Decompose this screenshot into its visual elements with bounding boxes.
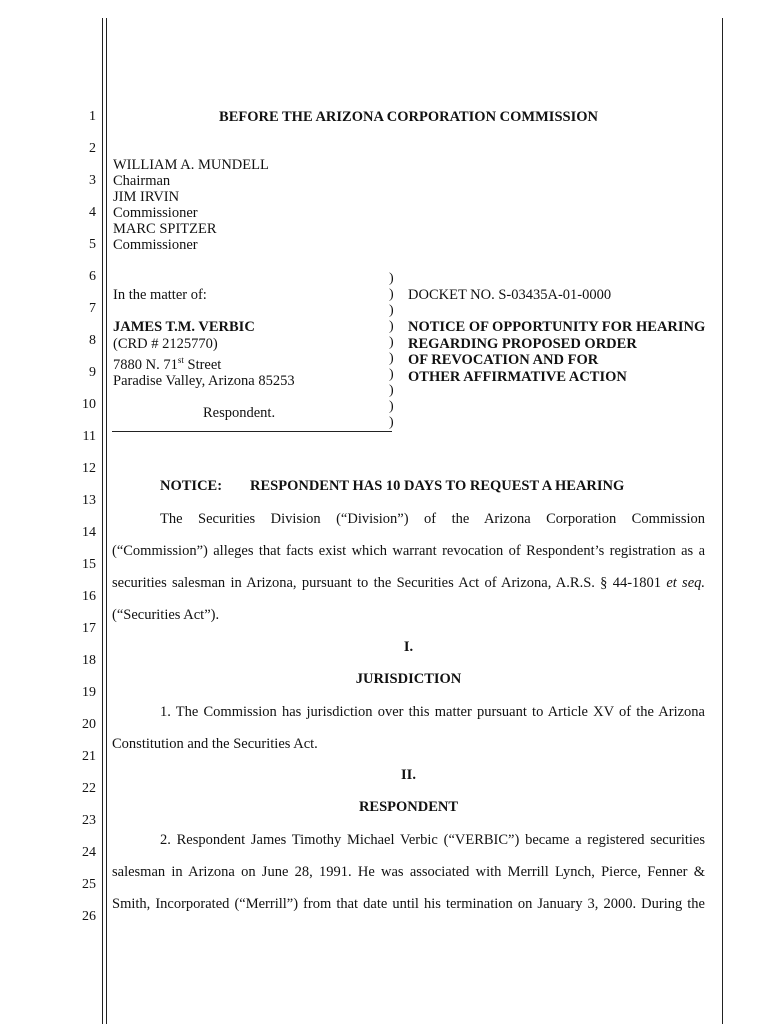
line-number: 7	[89, 301, 96, 316]
respondent-city: Paradise Valley, Arizona 85253	[113, 373, 295, 390]
line-number: 17	[82, 621, 96, 636]
commissioner-name: MARC SPITZER	[113, 221, 217, 237]
line-number: 20	[82, 717, 96, 732]
section-2-para-line-2: salesman in Arizona on June 28, 1991. He was associated with Merrill Lynch, Pierce, Fenner &	[112, 864, 705, 880]
commissioner-name: WILLIAM A. MUNDELL	[113, 157, 269, 173]
page-heading: BEFORE THE ARIZONA CORPORATION COMMISSION	[219, 109, 598, 125]
commissioner-title: Commissioner	[113, 205, 198, 221]
line-number: 24	[82, 845, 96, 860]
line-number: 8	[89, 333, 96, 348]
notice-title-block	[408, 319, 705, 385]
notice-title-line: NOTICE OF OPPORTUNITY FOR HEARING	[408, 319, 706, 335]
notice-label: NOTICE:	[160, 478, 223, 494]
line-number: 1	[89, 109, 96, 124]
respondent-address-block	[113, 319, 295, 390]
section-2-para-line-3: Smith, Incorporated (“Merrill”) from that date until his termination on January 3, 2000. During the	[112, 896, 705, 912]
respondent-crd: (CRD # 2125770)	[113, 335, 218, 352]
commissioners-block	[113, 157, 269, 253]
section-1-para-line-2: Constitution and the Securities Act.	[112, 736, 318, 752]
caption-parentheses: ) ) ) ) ) ) ) ) ) )	[389, 271, 394, 430]
respondent-label: Respondent.	[203, 405, 276, 421]
line-number: 9	[89, 365, 96, 380]
left-margin-rule-outer	[102, 18, 103, 1024]
line-number: 5	[89, 237, 96, 252]
line-number: 4	[89, 205, 96, 220]
line-number: 13	[82, 493, 96, 508]
section-2-para-line-1: 2. Respondent James Timothy Michael Verbic (“VERBIC”) became a registered securities	[160, 832, 705, 848]
section-1-title: JURISDICTION	[355, 671, 462, 687]
notice-title-line: OF REVOCATION AND FOR	[408, 352, 599, 368]
docket-number: DOCKET NO. S-03435A-01-0000	[408, 287, 612, 303]
notice-title-line: REGARDING PROPOSED ORDER	[408, 335, 637, 352]
line-number: 19	[82, 685, 96, 700]
notice-text: RESPONDENT HAS 10 DAYS TO REQUEST A HEARING	[250, 478, 625, 494]
line-number: 26	[82, 909, 96, 924]
section-1-para-line-1: 1. The Commission has jurisdiction over this matter pursuant to Article XV of the Arizona	[160, 704, 705, 720]
line-number: 23	[82, 813, 96, 828]
commissioner-title: Chairman	[113, 173, 171, 189]
intro-line-3: securities salesman in Arizona, pursuant to the Securities Act of Arizona, A.R.S. § 44-1801 et seq.	[112, 575, 706, 591]
commissioner-name: JIM IRVIN	[113, 189, 180, 205]
line-number: 3	[89, 173, 96, 188]
line-number: 21	[82, 749, 96, 764]
line-number: 15	[82, 557, 96, 572]
line-number: 2	[89, 141, 96, 156]
intro-line-1: The Securities Division (“Division”) of the Arizona Corporation Commission	[160, 511, 705, 527]
line-number: 12	[82, 461, 96, 476]
line-number: 18	[82, 653, 96, 668]
in-matter-label: In the matter of:	[113, 287, 207, 303]
line-number: 14	[82, 525, 96, 540]
right-margin-rule	[722, 18, 723, 1024]
intro-line-2: (“Commission”) alleges that facts exist which warrant revocation of Respondent’s registration as a	[112, 543, 705, 559]
line-number: 22	[82, 781, 96, 796]
line-number: 10	[82, 397, 96, 412]
section-1-numeral: I.	[403, 639, 414, 655]
section-2-title: RESPONDENT	[358, 799, 459, 815]
line-number: 11	[82, 429, 96, 444]
line-number: 25	[82, 877, 96, 892]
caption-underline	[112, 431, 392, 432]
intro-line-4: (“Securities Act”).	[112, 607, 220, 623]
notice-title-line: OTHER AFFIRMATIVE ACTION	[408, 368, 627, 385]
left-margin-rule-inner	[106, 18, 107, 1024]
commissioner-title: Commissioner	[113, 237, 198, 253]
section-2-numeral: II.	[401, 767, 416, 783]
respondent-street: 7880 N. 71st Street	[113, 355, 222, 373]
line-number: 16	[82, 589, 96, 604]
respondent-name: JAMES T.M. VERBIC	[113, 319, 255, 335]
line-number: 6	[89, 269, 96, 284]
